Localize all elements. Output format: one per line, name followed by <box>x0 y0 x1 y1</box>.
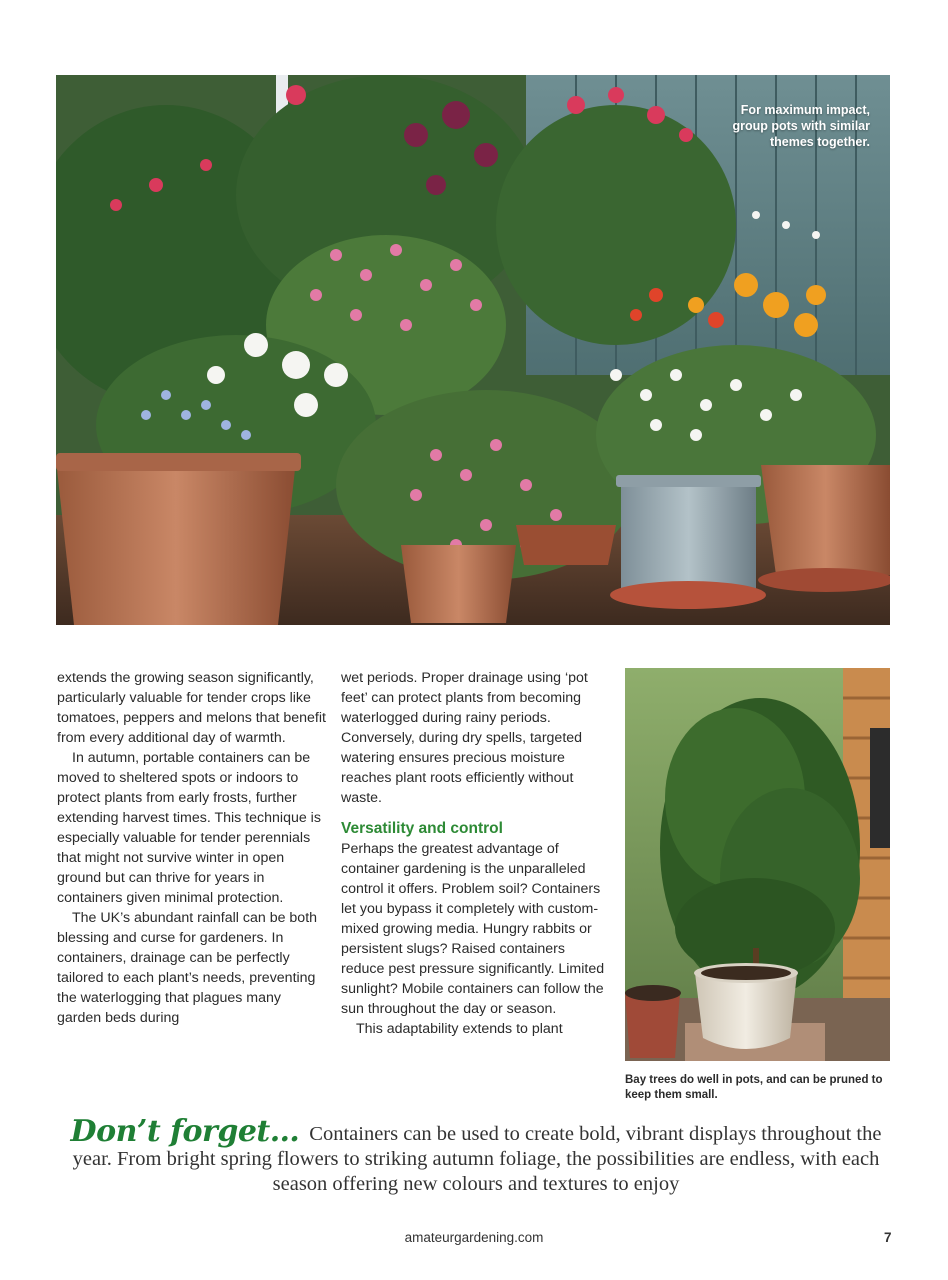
hero-photo <box>56 75 890 625</box>
page-number: 7 <box>884 1230 892 1245</box>
body-column-1 <box>57 668 327 1028</box>
body-paragraph: The UK’s abundant rainfall can be both blessing and curse for gardeners. In containers, drainage can be perfectly tailored to each plant’s needs, preventing the waterlogging that plagues many garden beds during <box>57 910 318 1026</box>
hero-photo-illustration <box>56 75 890 625</box>
side-photo-caption: Bay trees do well in pots, and can be pruned to keep them small. <box>625 1074 883 1101</box>
side-photo <box>625 668 890 1061</box>
body-paragraph: In autumn, portable containers can be moved to sheltered spots or indoors to protect plants from early frosts, further extending harvest times. This technique is especially valuable for tender perennials that might not survive winter in open ground but can thrive for years in containers given minimal protection. <box>57 750 321 906</box>
body-paragraph: Perhaps the greatest advantage of container gardening is the unparalleled control it offers. Problem soil? Containers let you bypass it completely with custom-mixed growing media. Hungry rabbits or persistent slugs? Raised containers reduce pest pressure significantly. Limited sunlight? Mobile containers can follow the sun throughout the day or season. <box>341 841 605 1017</box>
body-paragraph: This adaptability extends to plant <box>356 1021 563 1037</box>
footer-url: amateurgardening.com <box>404 1230 544 1245</box>
dont-forget-text: Containers can be used to create bold, vibrant displays throughout the year. From bright spring flowers to striking autumn foliage, the possibilities are endless, with each season offering new colours and textures to enjoy <box>72 1123 882 1195</box>
hero-photo-caption: For maximum impact, group pots with similar themes together. <box>732 103 870 149</box>
body-paragraph: extends the growing season significantly, particularly valuable for tender crops like tomatoes, peppers and melons that benefit from every additional day of warmth. <box>57 670 326 746</box>
body-paragraph: wet periods. Proper drainage using ‘pot feet’ can protect plants from becoming waterlogged during rainy periods. Conversely, during dry spells, targeted watering ensures precious moisture reaches plant roots efficiently without waste. <box>341 670 588 806</box>
body-column-2 <box>341 668 609 1039</box>
dont-forget-heading: Don’t forget… <box>70 1114 300 1149</box>
section-subheading: Versatility and control <box>341 820 503 837</box>
dont-forget-box <box>62 1114 890 1197</box>
side-photo-illustration <box>625 668 890 1061</box>
